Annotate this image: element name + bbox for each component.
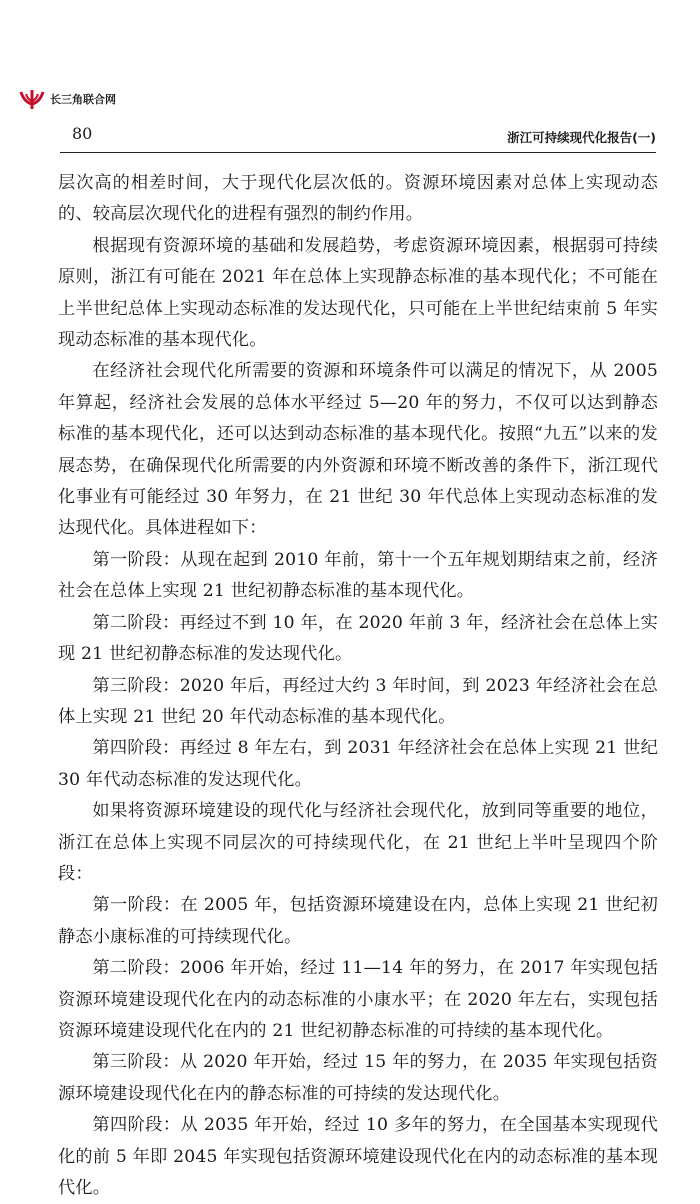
page-number: 80 — [72, 124, 93, 143]
paragraph: 第二阶段：再经过不到 10 年，在 2020 年前 3 年，经济社会在总体上实现 21 世纪初静态标准的发达现代化。 — [58, 612, 658, 665]
page-header — [60, 120, 656, 153]
paragraph: 第三阶段：从 2020 年开始，经过 15 年的努力，在 2035 年实现包括资源环境建设现代化在内的静态标准的可持续的发达现代化。 — [58, 1052, 658, 1104]
paragraph: 第四阶段：从 2035 年开始，经过 10 多年的努力，在全国基本实现现代化的前 5 年即 2045 年实现包括资源环境建设现代化在内的动态标准的基本现代化。 — [58, 1115, 658, 1198]
paragraph: 第四阶段：再经过 8 年左右，到 2031 年经济社会在总体上实现 21 世纪 30 年代动态标准的发达现代化。 — [58, 738, 658, 790]
paragraph: 第二阶段：2006 年开始，经过 11—14 年的努力，在 2017 年实现包括资源环境建设现代化在内的动态标准的小康水平；在 2020 年左右，实现包括资源环境建设现代化在内的 21 世纪初静态标准的可持续的基本现代化。 — [58, 958, 658, 1041]
body-text — [58, 168, 658, 1204]
paragraph: 第一阶段：从现在起到 2010 年前，第十一个五年规划期结束之前，经济社会在总体上实现 21 世纪初静态标准的基本现代化。 — [58, 549, 658, 602]
paragraph: 第一阶段：在 2005 年，包括资源环境建设在内，总体上实现 21 世纪初静态小康标准的可持续现代化。 — [58, 895, 658, 947]
site-logo — [18, 88, 116, 110]
running-title: 浙江可持续现代化报告(一) — [507, 130, 656, 145]
paragraph: 在经济社会现代化所需要的资源和环境条件可以满足的情况下，从 2005 年算起，经济社会发展的总体水平经过 5—20 年的努力，不仅可以达到静态标准的基本现代化，还可以达到动态标准的基本现代化。按照“九五”以来的发展态势，在确保现代化所需要的内外资源和环境不断改善的条件下，浙江现代化事业有可能经过 30 年努力，在 21 世纪 30 年代总体上实现动态标准的发达现代化。具体进程如下： — [58, 361, 658, 539]
trident-logo-icon — [18, 88, 46, 110]
paragraph: 层次高的相差时间，大于现代化层次低的。资源环境因素对总体上实现动态的、较高层次现代化的进程有强烈的制约作用。 — [58, 173, 658, 225]
logo-text: 长三角联合网 — [50, 93, 116, 106]
paragraph: 根据现有资源环境的基础和发展趋势，考虑资源环境因素，根据弱可持续原则，浙江有可能在 2021 年在总体上实现静态标准的基本现代化；不可能在上半世纪总体上实现动态标准的发达现代化，只可能在上半世纪结束前 5 年实现动态标准的基本现代化。 — [58, 235, 658, 351]
paragraph: 如果将资源环境建设的现代化与经济社会现代化，放到同等重要的地位，浙江在总体上实现不同层次的可持续现代化，在 21 世纪上半叶呈现四个阶段： — [58, 801, 658, 884]
paragraph: 第三阶段：2020 年后，再经过大约 3 年时间，到 2023 年经济社会在总体上实现 21 世纪 20 年代动态标准的基本现代化。 — [58, 675, 658, 727]
